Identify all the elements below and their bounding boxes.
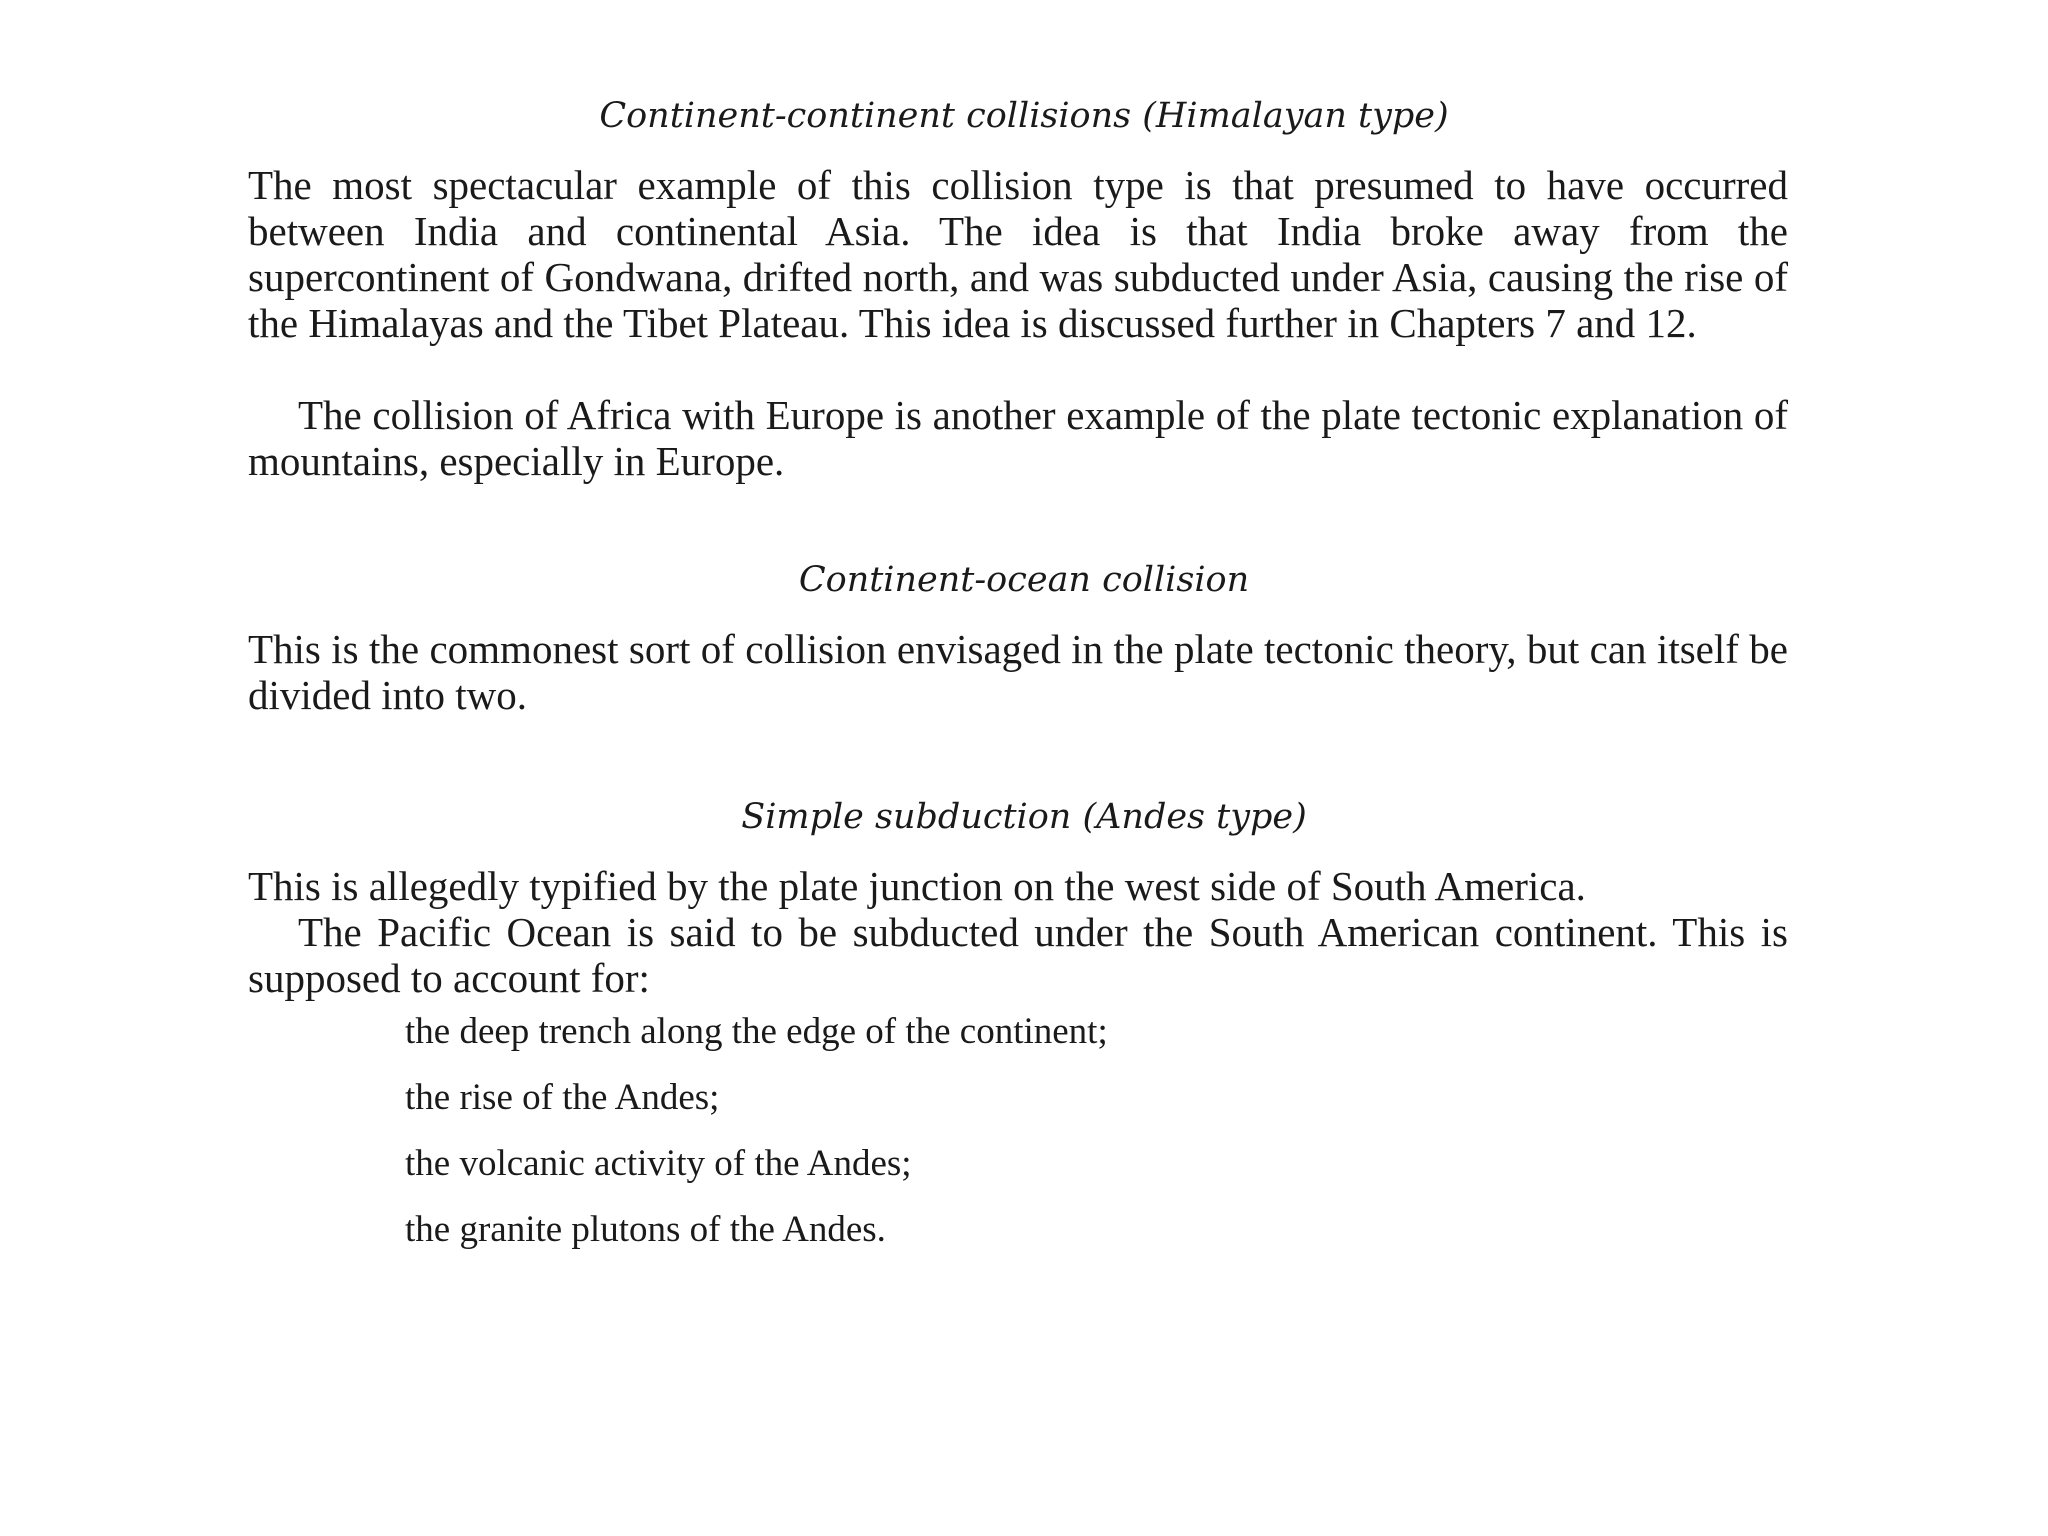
paragraph-south-america: This is allegedly typified by the plate junction on the west side of South America. — [248, 863, 1586, 909]
account-for-list — [405, 1012, 1785, 1276]
section-heading-himalayan: Continent-continent collisions (Himalayan type) — [599, 96, 1449, 136]
section-heading-andes: Simple subduction (Andes type) — [741, 797, 1307, 837]
paragraph-commonest-collision: This is the commonest sort of collision envisaged in the plate tectonic theory, but can itself be divided into two. — [248, 626, 1788, 718]
section-heading-continent-ocean: Continent-ocean collision — [798, 560, 1250, 600]
paragraph-africa-europe: The collision of Africa with Europe is another example of the plate tectonic explanation of mountains, especially in Europe. — [248, 392, 1788, 484]
paragraph-pacific-subducted: The Pacific Ocean is said to be subducted under the South American continent. This is supposed to account for: — [248, 909, 1788, 1001]
list-item: the granite plutons of the Andes. — [405, 1209, 886, 1250]
list-item: the deep trench along the edge of the continent; — [405, 1011, 1108, 1052]
list-item: the rise of the Andes; — [405, 1077, 720, 1118]
paragraph-india-asia: The most spectacular example of this collision type is that presumed to have occurred between India and continental Asia. The idea is that India broke away from the supercontinent of Gondwana, drifted north, and was subducted under Asia, causing the rise of the Himalayas and the Tibet Plateau. This idea is discussed further in Chapters 7 and 12. — [248, 162, 1788, 346]
list-item: the volcanic activity of the Andes; — [405, 1143, 912, 1184]
